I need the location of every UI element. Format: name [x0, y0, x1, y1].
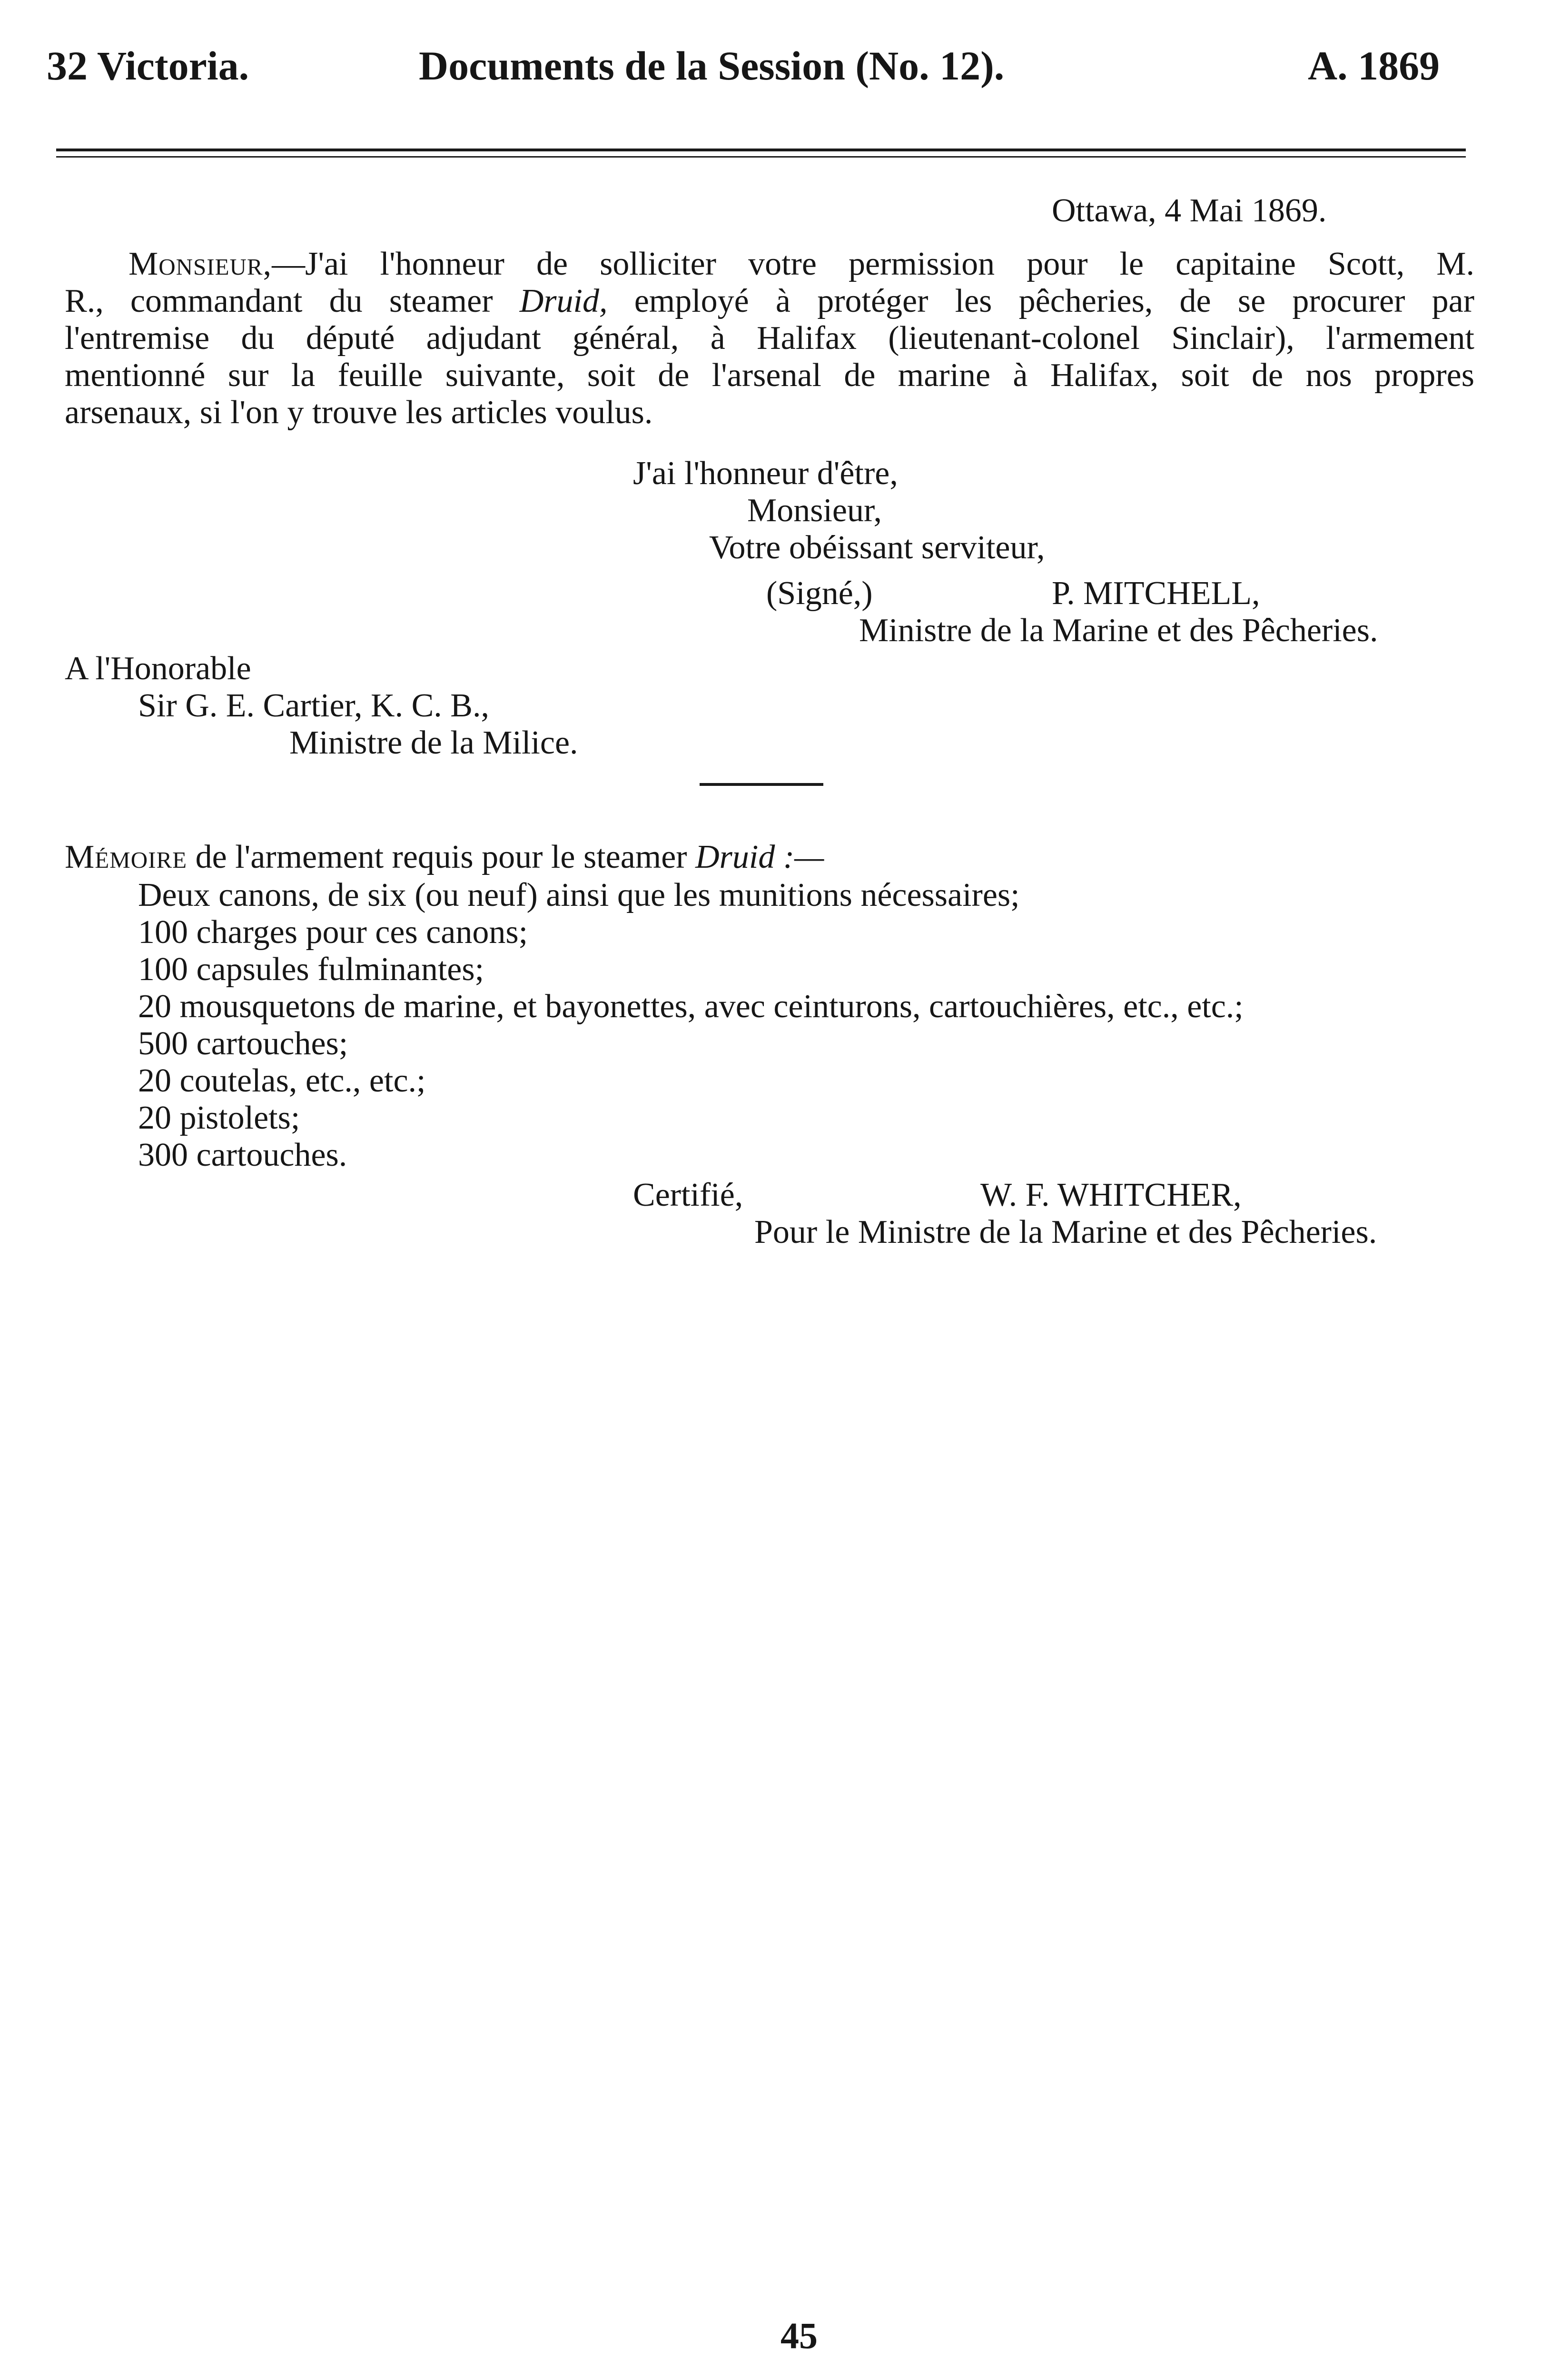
letter-body-line-2 — [65, 285, 1474, 318]
memoire-ship-name: Druid :— — [695, 839, 824, 875]
letter-body-line-1 — [128, 248, 1474, 281]
memoire-item: Deux canons, de six (ou neuf) ainsi que les munitions nécessaires; — [138, 877, 1020, 913]
body-text-2b: employé à protéger les pêcheries, de se procurer par — [634, 283, 1475, 319]
body-text-2a: R., commandant du steamer — [65, 283, 520, 319]
closing-line-3: Votre obéissant serviteur, — [709, 529, 1045, 566]
header-session: 32 Victoria. — [47, 43, 249, 89]
closing-line-1: J'ai l'honneur d'être, — [633, 455, 898, 492]
header-rule-thin — [56, 156, 1466, 158]
header-title: Documents de la Session (No. 12). — [419, 43, 1005, 89]
memoire-heading-text: de l'armement requis pour le steamer — [187, 839, 696, 875]
memoire-heading — [65, 841, 824, 874]
letter-body-line-3: l'entremise du député adjudant général, à Halifax (lieutenant-colonel Sinclair), l'armement — [65, 320, 1474, 357]
recipient-line-2: Sir G. E. Cartier, K. C. B., — [138, 687, 489, 724]
certified-label: Certifié, — [633, 1177, 743, 1213]
closing-line-2: Monsieur, — [747, 492, 882, 529]
signed-label: (Signé,) — [766, 575, 873, 612]
memoire-item: 300 cartouches. — [138, 1137, 347, 1173]
recipient-line-1: A l'Honorable — [65, 650, 251, 687]
signer-title: Ministre de la Marine et des Pêcheries. — [859, 612, 1378, 649]
recipient-line-3: Ministre de la Milice. — [289, 724, 578, 761]
letter-body-line-4: mentionné sur la feuille suivante, soit de l'arsenal de marine à Halifax, soit de nos propres — [65, 357, 1474, 394]
letter-date: Ottawa, 4 Mai 1869. — [1052, 192, 1327, 229]
page-number: 45 — [780, 2315, 818, 2356]
certifier-title: Pour le Ministre de la Marine et des Pêcheries. — [754, 1214, 1377, 1250]
memoire-item: 100 capsules fulminantes; — [138, 951, 484, 988]
header-year: A. 1869 — [1308, 43, 1440, 89]
header-rule-thick — [56, 149, 1466, 151]
signer-name: P. MITCHELL, — [1052, 575, 1260, 612]
memoire-item: 20 coutelas, etc., etc.; — [138, 1062, 426, 1099]
section-separator — [700, 783, 823, 786]
memoire-item: 100 charges pour ces canons; — [138, 914, 528, 951]
memoire-heading-label: Mémoire — [65, 839, 188, 875]
certifier-name: W. F. WHITCHER, — [980, 1177, 1242, 1213]
ship-name: Druid, — [519, 283, 608, 319]
memoire-item: 20 mousquetons de marine, et bayonettes, avec ceinturons, cartouchières, etc., etc.; — [138, 988, 1244, 1025]
letter-body-line-5: arsenaux, si l'on y trouve les articles voulus. — [65, 394, 653, 431]
memoire-item: 500 cartouches; — [138, 1025, 348, 1062]
body-text-1: —J'ai l'honneur de solliciter votre permission pour le capitaine Scott, M. — [272, 246, 1474, 282]
memoire-item: 20 pistolets; — [138, 1100, 300, 1136]
salutation: Monsieur, — [128, 246, 272, 282]
